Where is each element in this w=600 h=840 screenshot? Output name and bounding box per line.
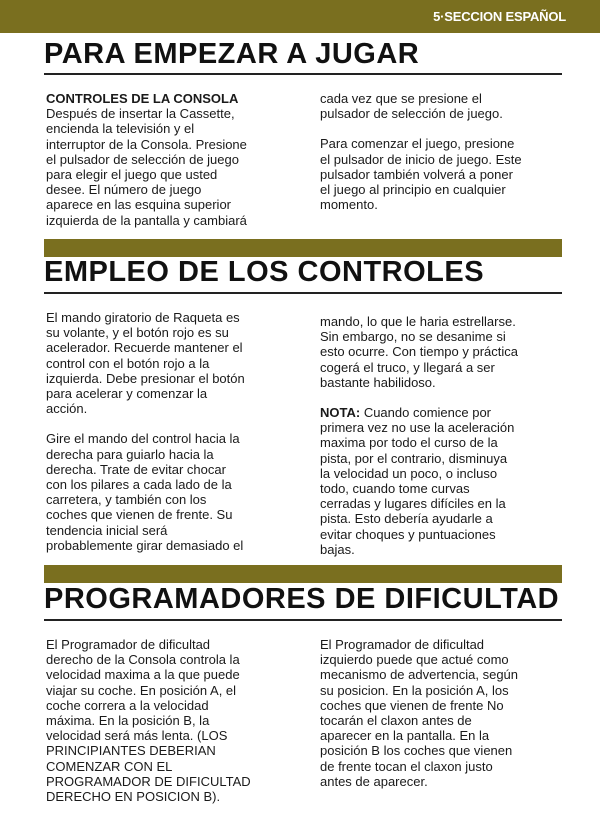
- paragraph: cada vez que se presione el pulsador de selección de juego.: [320, 91, 503, 122]
- header-band: [0, 0, 600, 33]
- section-1-left-column: [46, 91, 296, 228]
- title-rule: [44, 292, 562, 294]
- section-2-right-column: [320, 314, 570, 557]
- subhead-controles: CONTROLES DE LA CONSOLA: [46, 91, 239, 106]
- nota-label: NOTA:: [320, 405, 361, 421]
- paragraph: [320, 405, 570, 557]
- paragraph: El Programador de dificultad izquierdo puede que actué como mecanismo de advertencia, según su posicion. En la posición A, los coches que vienen de frente No tocarán el claxon antes de aparecer en la pantalla. En la posición B los coches que vienen de frente tocan el claxon justo antes de aparecer.: [320, 637, 519, 789]
- divider-band: [44, 239, 562, 257]
- paragraph: Para comenzar el juego, presione el pulsador de inicio de juego. Este pulsador también volverá a poner el juego al principio en cualquier momento.: [320, 136, 522, 213]
- paragraph: Después de insertar la Cassette, encienda la televisión y el interruptor de la Consola. Presione el pulsador de selección de juego para elegir el juego que usted desee. El número de juego aparece en las esquina superior izquierda de la pantalla y cambiará: [46, 106, 247, 228]
- divider-band: [44, 565, 562, 583]
- page-label: 5·SECCION ESPAÑOL: [433, 9, 566, 24]
- paragraph: mando, lo que le haria estrellarse. Sin embargo, no se desanime si esto ocurre. Con tiempo y práctica cogerá el truco, y llegará a ser bastante habilidoso.: [320, 314, 518, 390]
- section-title-programadores: PROGRAMADORES DE DIFICULTAD: [44, 583, 560, 615]
- title-rule: [44, 619, 562, 621]
- title-rule: [44, 73, 562, 75]
- paragraph: Gire el mando del control hacia la derecha para guiarlo hacia la derecha. Trate de evitar chocar con los pilares a cada lado de la carretera, y también con los coches que vienen de frente. Su tendencia inicial será probablemente girar demasiado el: [46, 431, 244, 553]
- paragraph: El mando giratorio de Raqueta es su volante, y el botón rojo es su acelerador. Recuerde mantener el control con el botón rojo a la izquierda. Debe presionar el botón para acelerar y comenzar la acción.: [46, 310, 245, 417]
- section-1-right-column: [320, 91, 570, 212]
- section-3-right-column: [320, 637, 570, 789]
- paragraph: El Programador de dificultad derecho de la Consola controla la velocidad maxima a la que puede viajar su coche. En posición A, el coche correra a la velocidad máxima. En la posición B, la velocidad será más lenta. (LOS PRINCIPIANTES DEBERIAN COMENZAR CON EL PROGRAMADOR DE DIFICULTAD DERECHO EN POSICION B).: [46, 637, 251, 805]
- section-title-empleo: EMPLEO DE LOS CONTROLES: [44, 256, 485, 288]
- section-2-left-column: [46, 310, 296, 553]
- nota-text: Cuando comience por primera vez no use la aceleración maxima por todo el curso de la pista, por el contrario, disminuya la velocidad un poco, o incluso todo, cuando tome curvas cerradas y lugares difíciles en la pista. Esto debería ayudarle a evitar choques y puntuaciones bajas.: [320, 405, 515, 557]
- section-3-left-column: [46, 637, 296, 804]
- section-title-para-empezar: PARA EMPEZAR A JUGAR: [44, 38, 420, 70]
